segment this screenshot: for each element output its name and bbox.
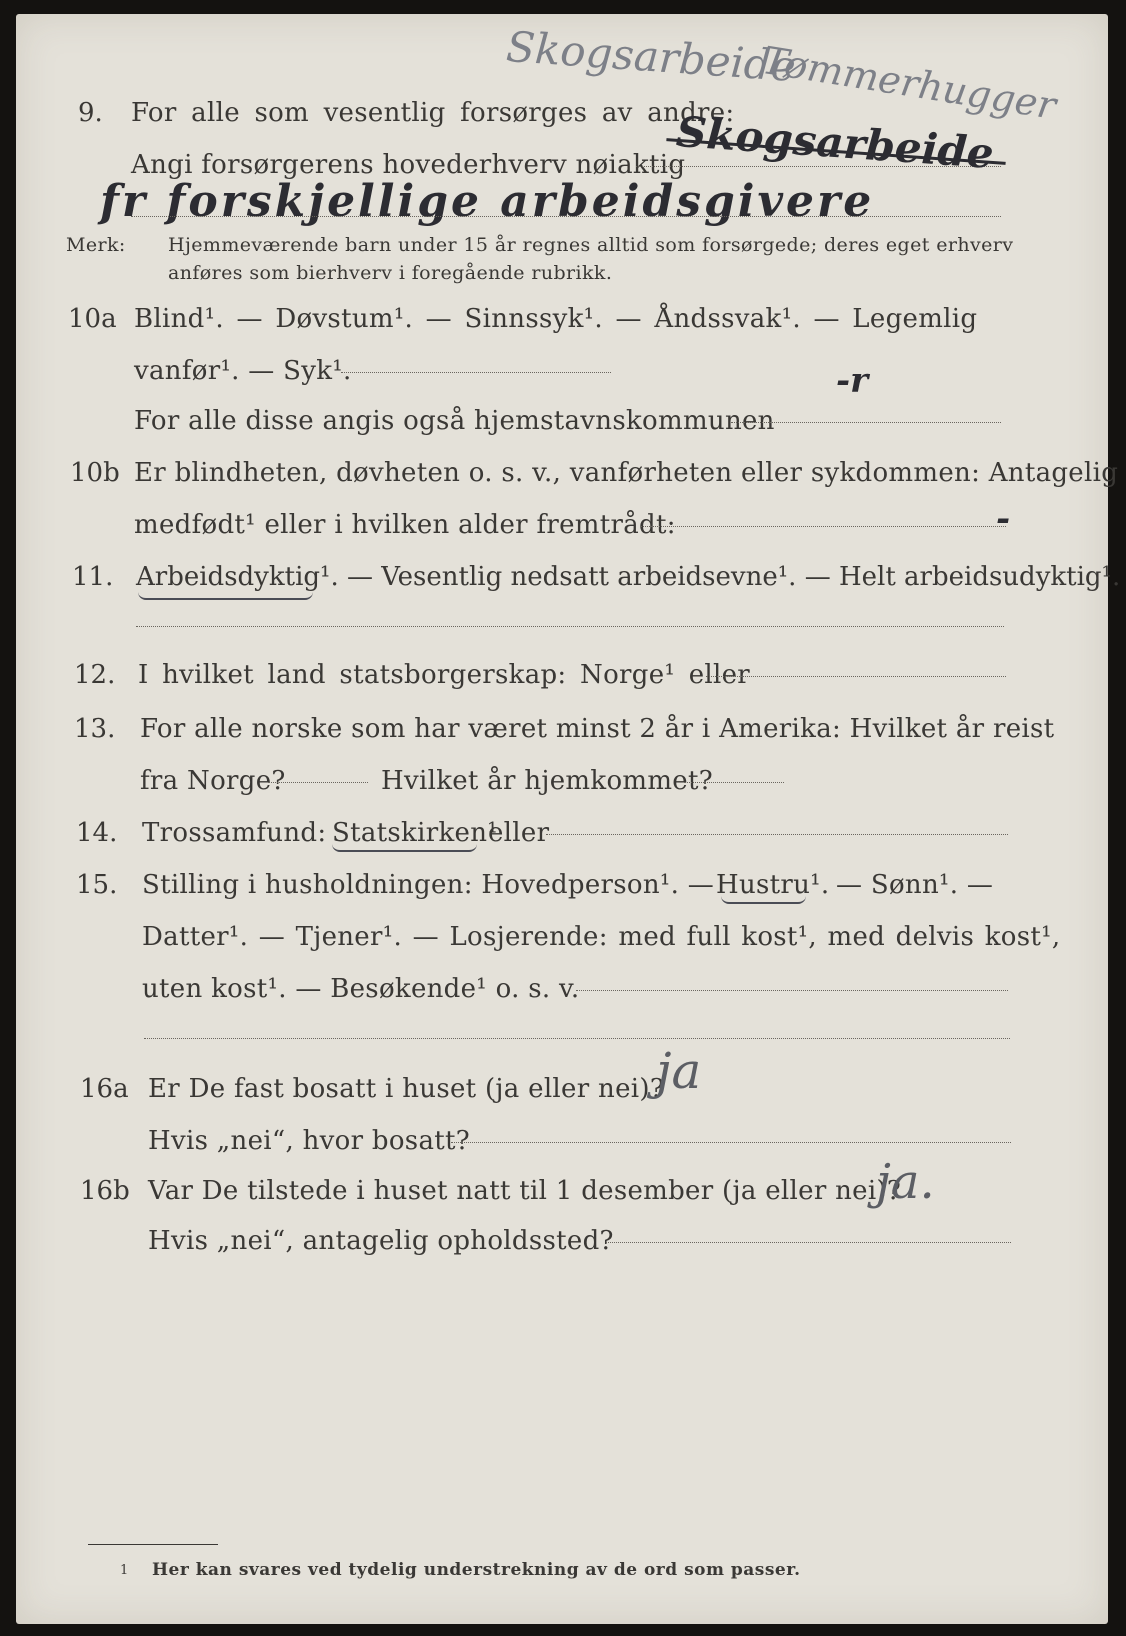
q16b-line2: Hvis „nei“, antagelig opholdssted? bbox=[148, 1226, 614, 1256]
q16a-rule bbox=[451, 1142, 1011, 1143]
q10a-line1: Blind¹. — Døvstum¹. — Sinnssyk¹. — Åndssvak¹. — Legemlig bbox=[134, 304, 978, 334]
q14-line1a: Trossamfund: bbox=[142, 818, 327, 848]
underline-statskirken bbox=[332, 844, 477, 852]
q10a-line3: For alle disse angis også hjemstavnskommunen bbox=[134, 406, 775, 436]
handwritten-dash-10b: - bbox=[996, 499, 1011, 539]
q10b-number: 10b bbox=[70, 458, 120, 488]
q10a-line3-rule bbox=[731, 422, 1001, 423]
q13-line1: For alle norske som har været minst 2 år i Amerika: Hvilket år reist bbox=[140, 714, 1055, 744]
q16a-line1: Er De fast bosatt i huset (ja eller nei)? bbox=[148, 1074, 665, 1104]
q10a-number: 10a bbox=[68, 304, 117, 334]
footnote-mark: 1 bbox=[120, 1563, 129, 1578]
q10a-line2-rule bbox=[341, 372, 611, 373]
handwritten-skogsarbeide-struck: Skogsarbeide bbox=[674, 106, 996, 179]
handwritten-dash-10a: -r bbox=[836, 361, 869, 401]
q9-line1: For alle som vesentlig forsørges av andre: bbox=[131, 98, 735, 128]
q10b-line2: medfødt¹ eller i hvilken alder fremtrådt: bbox=[134, 510, 676, 540]
q13-rule-b bbox=[684, 782, 784, 783]
q15-number: 15. bbox=[76, 870, 118, 900]
q16b-rule bbox=[606, 1242, 1011, 1243]
q16a-number: 16a bbox=[80, 1074, 129, 1104]
underline-hustru bbox=[721, 896, 806, 904]
q9-number: 9. bbox=[78, 98, 103, 128]
handwritten-skogsarbeide-top: Skogsarbeide bbox=[504, 21, 798, 92]
q16a-line2: Hvis „nei“, hvor bosatt? bbox=[148, 1126, 470, 1156]
q13-line2a: fra Norge? bbox=[140, 766, 286, 796]
q10a-line2: vanfør¹. — Syk¹. bbox=[134, 356, 352, 386]
q12-rule bbox=[706, 676, 1006, 677]
q10b-line1: Er blindheten, døvheten o. s. v., vanførheten eller sykdommen: Antagelig bbox=[134, 458, 1119, 488]
handwritten-ja-16a: ja bbox=[656, 1042, 702, 1100]
census-form-page bbox=[16, 14, 1121, 1624]
q16b-line1: Var De tilstede i huset natt til 1 desember (ja eller nei)? bbox=[148, 1176, 902, 1206]
q15-line2: Datter¹. — Tjener¹. — Losjerende: med full kost¹, med delvis kost¹, bbox=[142, 922, 1061, 952]
q11-rule bbox=[136, 626, 1004, 627]
handwritten-tommerhugger: Tømmerhugger bbox=[759, 38, 1059, 128]
handwritten-ja-16b: ja. bbox=[876, 1154, 935, 1210]
q9-line3-rule bbox=[131, 216, 1001, 217]
handwritten-employer-note: fr forskjellige arbeidsgivere bbox=[100, 176, 875, 227]
q15-hustru: Hustru¹. bbox=[716, 870, 830, 900]
q15-line4-rule bbox=[144, 1038, 1010, 1039]
q15-line3-rule bbox=[576, 990, 1008, 991]
q15-line1a: Stilling i husholdningen: Hovedperson¹. — bbox=[142, 870, 715, 900]
q13-number: 13. bbox=[74, 714, 116, 744]
merk-line2: anføres som bierhverv i foregående rubrikk. bbox=[168, 262, 613, 284]
q10b-line2-rule bbox=[641, 526, 1006, 527]
underline-arbeidsdyktig bbox=[138, 592, 313, 600]
q9-line2: Angi forsørgerens hovederhverv nøiaktig bbox=[131, 150, 686, 180]
merk-label: Merk: bbox=[66, 234, 126, 256]
q14-statskirken: Statskirken¹ bbox=[332, 818, 498, 848]
q16b-number: 16b bbox=[80, 1176, 130, 1206]
q15-line3: uten kost¹. — Besøkende¹ o. s. v. bbox=[142, 974, 580, 1004]
merk-line1: Hjemmeværende barn under 15 år regnes alltid som forsørgede; deres eget erhverv bbox=[168, 234, 1014, 256]
footnote-text: Her kan svares ved tydelig understrekning av de ord som passer. bbox=[152, 1560, 801, 1580]
q12-number: 12. bbox=[74, 660, 116, 690]
q11-number: 11. bbox=[72, 562, 114, 592]
q14-rule bbox=[546, 834, 1008, 835]
q15-line1c: — Sønn¹. — bbox=[836, 870, 994, 900]
q13-rule-a bbox=[268, 782, 368, 783]
q12-line1: I hvilket land statsborgerskap: Norge¹ eller bbox=[138, 660, 751, 690]
q13-line2b: Hvilket år hjemkommet? bbox=[381, 766, 713, 796]
q14-line1c: eller bbox=[488, 818, 550, 848]
q14-number: 14. bbox=[76, 818, 118, 848]
q11-line1: Arbeidsdyktig¹. — Vesentlig nedsatt arbeidsevne¹. — Helt arbeidsudyktig¹. bbox=[136, 562, 1121, 592]
footnote-rule bbox=[88, 1544, 218, 1545]
